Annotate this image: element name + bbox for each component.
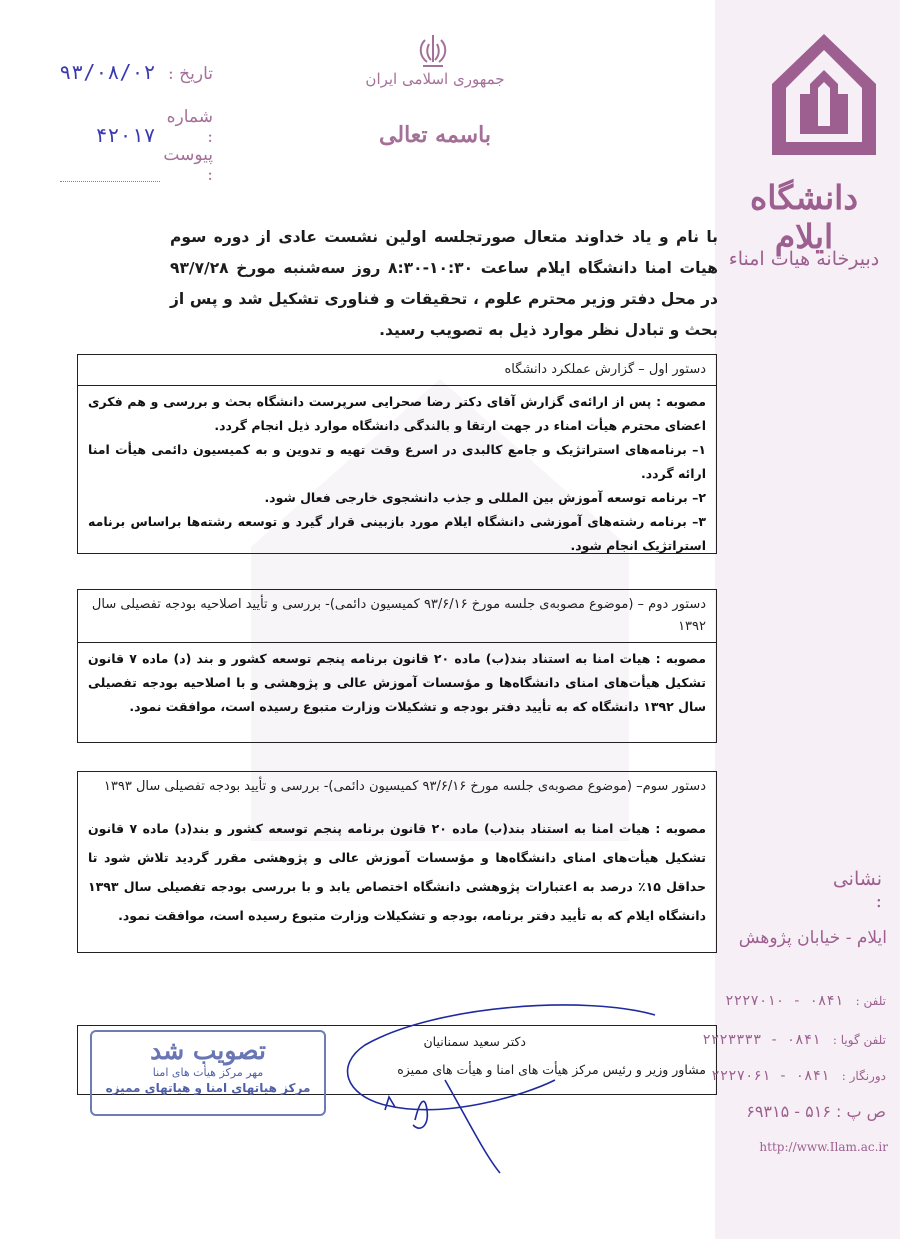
university-name: دانشگاه ایلام <box>749 178 859 256</box>
resolution-text: مصوبه : هیات امنا به استناد بند(ب) ماده ۲۰ قانون برنامه پنجم توسعه کشور و بند(د) ماده ۷ قانون تشکیل هیأت‌های امنای دانشگاه‌ها و مؤسسات آموزش عالی و پژوهشی مقرر گردید تلاش شود تا حداقل ۱۵٪ درصد به اعتبارات پژوهشی دانشگاه اختصاص یابد و با بررسی بودجه تفصیلی سال ۱۳۹۳ دانشگاه ایلام که به تأیید دفتر برنامه، بودجه و تشکیلات وزارت متبوع رسیده است، موافقت نمود. <box>88 821 706 923</box>
voice-phone-value: ۰۸۴۱ - ۲۲۲۳۳۳۳ <box>702 1032 821 1048</box>
resolution-point: ۳– برنامه رشته‌های آموزشی دانشگاه ایلام مورد بازبینی قرار گیرد و توسعه رشته‌ها براساس برنامه استراتژیک انجام شود. <box>88 514 706 553</box>
stamp-seal-text: مهر مرکز هیأت های امنا <box>152 1066 264 1079</box>
number-label: شماره : <box>166 107 213 147</box>
date-row <box>59 60 213 84</box>
university-logo-icon <box>770 32 878 157</box>
phone-row <box>716 993 886 1009</box>
republic-heading: جمهوری اسلامی ایران <box>365 70 505 88</box>
attachment-row <box>60 145 213 185</box>
agenda-body <box>78 810 716 934</box>
voice-phone-row <box>702 1032 886 1048</box>
approval-stamp <box>90 1030 326 1116</box>
website-link[interactable]: http://www.Ilam.ac.ir <box>759 1140 888 1154</box>
iran-emblem-icon <box>413 32 453 70</box>
agenda-title: دستور اول – گزارش عملکرد دانشگاه <box>78 355 716 386</box>
agenda-title: دستور سوم– (موضوع مصوبه‌ی جلسه مورخ ۹۳/۶/۱۶ کمیسیون دائمی)- بررسی و تأیید بودجه تفصیلی سال ۱۳۹۳ <box>103 779 706 794</box>
po-box: ص پ : ۵۱۶ - ۶۹۳۱۵ <box>746 1102 886 1121</box>
agenda-item-3 <box>77 771 717 953</box>
signatory-title: مشاور وزیر و رئیس مرکز هیأت های امنا و هیأت های ممیزه <box>397 1062 706 1077</box>
phone-label: تلفن : <box>855 994 886 1008</box>
fax-label: دورنگار : <box>841 1069 886 1083</box>
agenda-title: دستور دوم – (موضوع مصوبه‌ی جلسه مورخ ۹۳/۶/۱۶ کمیسیون دائمی)- بررسی و تأیید اصلاحیه بودجه تفصیلی سال ۱۳۹۲ <box>78 590 716 643</box>
voice-phone-label: تلفن گویا : <box>832 1033 886 1047</box>
attachment-line <box>60 169 160 182</box>
resolution-point: ۱– برنامه‌های استراتژیک و جامع کالبدی در اسرع وقت تهیه و تدوین و به کمیسیون دائمی هیأت امنا ارائه گردد. <box>88 442 706 481</box>
resolution-text: مصوبه : هیات امنا به استناد بند(ب) ماده ۲۰ قانون برنامه پنجم توسعه کشور و بند (د) ماده ۷ قانون تشکیل هیأت‌های امنای دانشگاه‌ها و مؤسسات آموزش عالی و پژوهشی و با اصلاحیه بودجه تفصیلی سال ۱۳۹۲ دانشگاه که به تأیید دفتر بودجه و تشکیلات وزارت متبوع رسیده است، موافقت نمود. <box>88 651 706 714</box>
handwritten-signature <box>325 985 745 1175</box>
stamp-center-text: مرکز هیاتهای امنا و هیاتهای ممیزه <box>105 1081 311 1095</box>
resolution-point: ۲– برنامه توسعه آموزش بین المللی و جذب دانشجوی خارجی فعال شود. <box>264 490 706 505</box>
attachment-label: پیوست : <box>163 145 213 185</box>
signatory-name: دکتر سعید سمنانیان <box>423 1034 526 1049</box>
intro-paragraph: با نام و یاد خداوند متعال صورتجلسه اولین نشست عادی از دوره سوم هیات امنا دانشگاه ایلام ساعت ۱۰:۳۰-۸:۳۰ روز سه‌شنبه مورخ ۹۳/۷/۲۸ در محل دفتر وزیر محترم علوم ، تحقیقات و فناوری تشکیل شد و پس از بحث و تبادل نظر موارد ذیل به تصویب رسید. <box>170 228 718 339</box>
number-row <box>95 107 213 147</box>
agenda-item-2 <box>77 589 717 743</box>
agenda-item-1 <box>77 354 717 554</box>
bismillah-heading: باسمه تعالی <box>379 122 491 148</box>
phone-value: ۰۸۴۱ - ۲۲۲۷۰۱۰ <box>725 993 844 1009</box>
address-value: ایلام - خیابان پژوهش <box>738 928 887 948</box>
fax-row <box>711 1068 886 1084</box>
secretariat-title: دبیرخانه هیات امناء <box>728 248 880 270</box>
fax-value: ۰۸۴۱ - ۲۲۲۷۰۶۱ <box>711 1068 830 1084</box>
number-value: ۴۲۰۱۷ <box>95 123 156 147</box>
date-label: تاریخ : <box>168 64 213 84</box>
address-label: نشانی : <box>832 868 882 912</box>
agenda-body <box>78 386 716 562</box>
agenda-body <box>78 643 716 723</box>
stamp-approved-text: تصویب شد <box>150 1036 266 1065</box>
resolution-text: مصوبه : پس از ارائه‌ی گزارش آقای دکتر رضا صحرایی سرپرست دانشگاه بحث و بررسی و هم فکری اعضای محترم هیأت امناء در جهت ارتقا و بالندگی دانشگاه موارد ذیل انجام گردد. <box>88 394 706 433</box>
date-value: ۹۳/۰۸/۰۲ <box>59 60 156 84</box>
